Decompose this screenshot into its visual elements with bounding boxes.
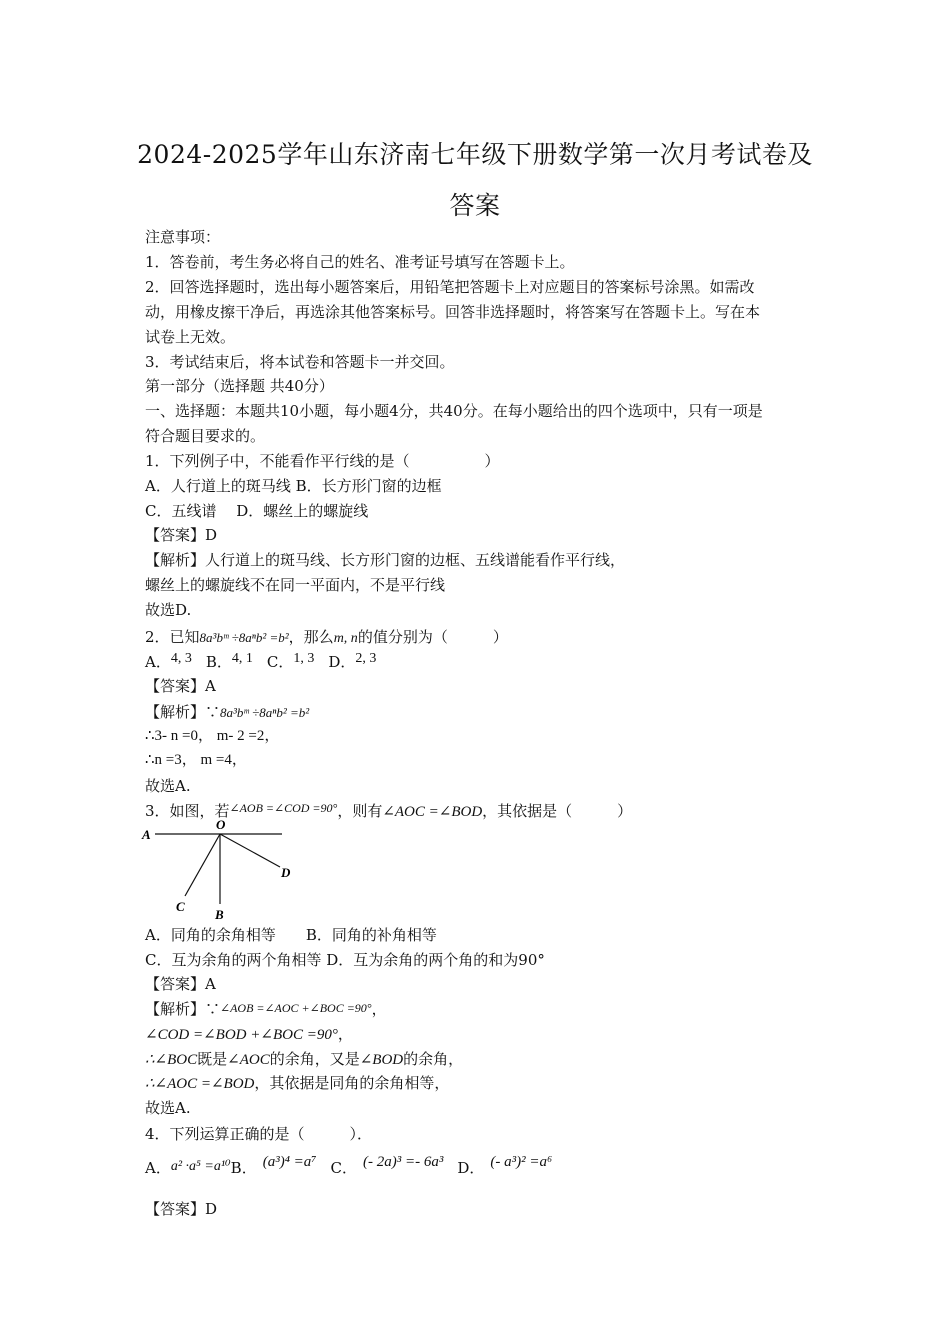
q3-angle-figure	[140, 816, 310, 924]
q2-stem-expression: 8a³bᵐ ÷8aⁿb² =b²	[199, 630, 289, 645]
q3-analysis-comma-2: ，	[337, 1025, 353, 1043]
q3-line3-e: ∠BOD	[359, 1052, 404, 1068]
figure-label-b: B	[215, 907, 224, 922]
q3-options-cd: C．互为余角的两个角相等 D．互为余角的两个角的和为90°	[145, 951, 545, 969]
q3-line4-b: ，其依据是同角的余角相等，	[254, 1074, 450, 1092]
q3-analysis-expression-2: ∠COD =∠BOD +∠BOC =90°	[145, 1027, 338, 1043]
q3-stem-suffix: ，其依据是（ ）	[482, 802, 633, 820]
notice-item-2b: 动，用橡皮擦干净后，再选涂其他答案标号。回答非选择题时，将答案写在答题卡上。写在本	[145, 303, 761, 321]
part1-heading: 第一部分（选择题 共40分）	[145, 377, 334, 395]
q2-stem-vars: m, n	[333, 631, 358, 646]
q2-analysis	[145, 702, 309, 723]
q4-option-c-label: C．	[330, 1159, 357, 1177]
q3-analysis-1	[145, 999, 387, 1020]
page-title-line2: 答案	[449, 191, 501, 220]
q2-stem-prefix: 2．已知	[145, 628, 200, 646]
q2-option-a-label: A．	[145, 653, 171, 671]
notice-heading: 注意事项：	[145, 228, 221, 246]
q2-option-d: 2, 3	[355, 651, 377, 666]
q2-stem-mid: ，那么	[288, 628, 334, 646]
q3-analysis-prefix: 【解析】∵	[145, 1000, 221, 1018]
q1-stem: 1．下列例子中，不能看作平行线的是（ ）	[145, 452, 500, 470]
q3-analysis-comma-1: ，	[371, 1000, 387, 1018]
q4-options	[145, 1154, 553, 1180]
q1-answer: 【答案】D	[145, 526, 218, 544]
figure-label-a: A	[142, 827, 151, 842]
q3-line4-a: ∴∠AOC =∠BOD	[145, 1076, 255, 1092]
q2-analysis-prefix: 【解析】∵	[145, 703, 221, 721]
page-title-line1: 2024-2025学年山东济南七年级下册数学第一次月考试卷及	[137, 140, 813, 169]
q1-options-cd: C．五线谱 D．螺丝上的螺旋线	[145, 502, 369, 520]
q2-option-a: 4, 3	[170, 651, 192, 666]
q3-line3-a: ∴∠BOC	[145, 1052, 198, 1068]
notice-item-2a: 2．回答选择题时，选出每小题答案后，用铅笔把答题卡上对应题目的答案标号涂黑。如需改	[145, 278, 755, 296]
figure-label-d: D	[281, 865, 291, 880]
figure-label-o: O	[216, 817, 226, 832]
q3-stem-prefix: 3．如图，若	[145, 802, 230, 820]
q2-stem	[145, 627, 508, 649]
q3-line3-f: 的余角，	[403, 1050, 464, 1068]
q3-analysis-expression-1: ∠AOB =∠AOC +∠BOC =90°	[220, 1001, 372, 1015]
q2-answer: 【答案】A	[145, 677, 216, 695]
q2-conclusion: 故选A.	[145, 777, 191, 795]
q4-option-d-label: D．	[457, 1159, 485, 1177]
q2-stem-suffix: 的值分别为（ ）	[357, 628, 508, 646]
notice-item-3: 3．考试结束后，将本试卷和答题卡一并交回。	[145, 353, 455, 371]
q3-stem-condition: ∠AOB =∠COD =90°	[229, 801, 338, 815]
q4-option-c: (- 2a)³ =- 6a³	[362, 1154, 444, 1170]
q3-line3-b: 既是	[197, 1050, 228, 1068]
part1-intro-b: 符合题目要求的。	[145, 427, 266, 445]
notice-item-2c: 试卷上无效。	[145, 328, 236, 346]
q3-analysis-2	[145, 1024, 353, 1045]
part1-intro-a: 一、选择题：本题共10小题，每小题4分，共40分。在每小题给出的四个选项中，只有一项是	[145, 402, 763, 420]
q2-analysis-expression: 8a³bᵐ ÷8aⁿb² =b²	[220, 705, 310, 720]
q1-analysis-a: 【解析】人行道上的斑马线、长方形门窗的边框、五线谱能看作平行线，	[145, 551, 626, 569]
q2-step-1: ∴3- n =0， m- 2 =2，	[145, 728, 280, 744]
figure-ray-od	[220, 834, 280, 867]
q4-option-a: a² ·a⁵ =a¹⁰	[170, 1159, 231, 1174]
q3-analysis-4	[145, 1073, 449, 1094]
q4-option-b-label: B．	[230, 1159, 257, 1177]
q2-option-d-label: D．	[328, 653, 356, 671]
q2-step-2: ∴n =3， m =4，	[145, 752, 247, 768]
q3-line3-c: ∠AOC	[227, 1052, 270, 1068]
q3-stem-relation: ∠AOC =∠BOD	[382, 804, 483, 820]
figure-ray-oc	[185, 834, 220, 896]
q4-option-a-label: A．	[145, 1159, 171, 1177]
q3-answer: 【答案】A	[145, 975, 216, 993]
q3-line3-d: 的余角，又是	[269, 1050, 360, 1068]
q2-option-c: 1, 3	[293, 651, 315, 666]
q3-stem-mid: ，则有	[337, 802, 383, 820]
notice-item-1: 1．答卷前，考生务必将自己的姓名、准考证号填写在答题卡上。	[145, 253, 575, 271]
q1-options-ab: A．人行道上的斑马线 B．长方形门窗的边框	[145, 477, 442, 495]
q3-conclusion: 故选A.	[145, 1099, 191, 1117]
q4-answer: 【答案】D	[145, 1200, 218, 1218]
q3-analysis-3	[145, 1049, 463, 1070]
q4-option-b: (a³)⁴ =a⁷	[262, 1154, 317, 1170]
q1-analysis-b: 螺丝上的螺旋线不在同一平面内，不是平行线	[145, 576, 446, 594]
q2-option-b-label: B．	[205, 653, 232, 671]
q2-options	[145, 652, 376, 674]
q4-stem: 4．下列运算正确的是（ ）．	[145, 1125, 373, 1143]
q3-options-ab: A．同角的余角相等 B．同角的补角相等	[145, 926, 437, 944]
q2-option-b: 4, 1	[231, 651, 253, 666]
q4-option-d: (- a³)² =a⁶	[490, 1154, 553, 1170]
q2-option-c-label: C．	[266, 653, 294, 671]
q1-conclusion: 故选D.	[145, 601, 192, 619]
figure-label-c: C	[176, 899, 185, 914]
